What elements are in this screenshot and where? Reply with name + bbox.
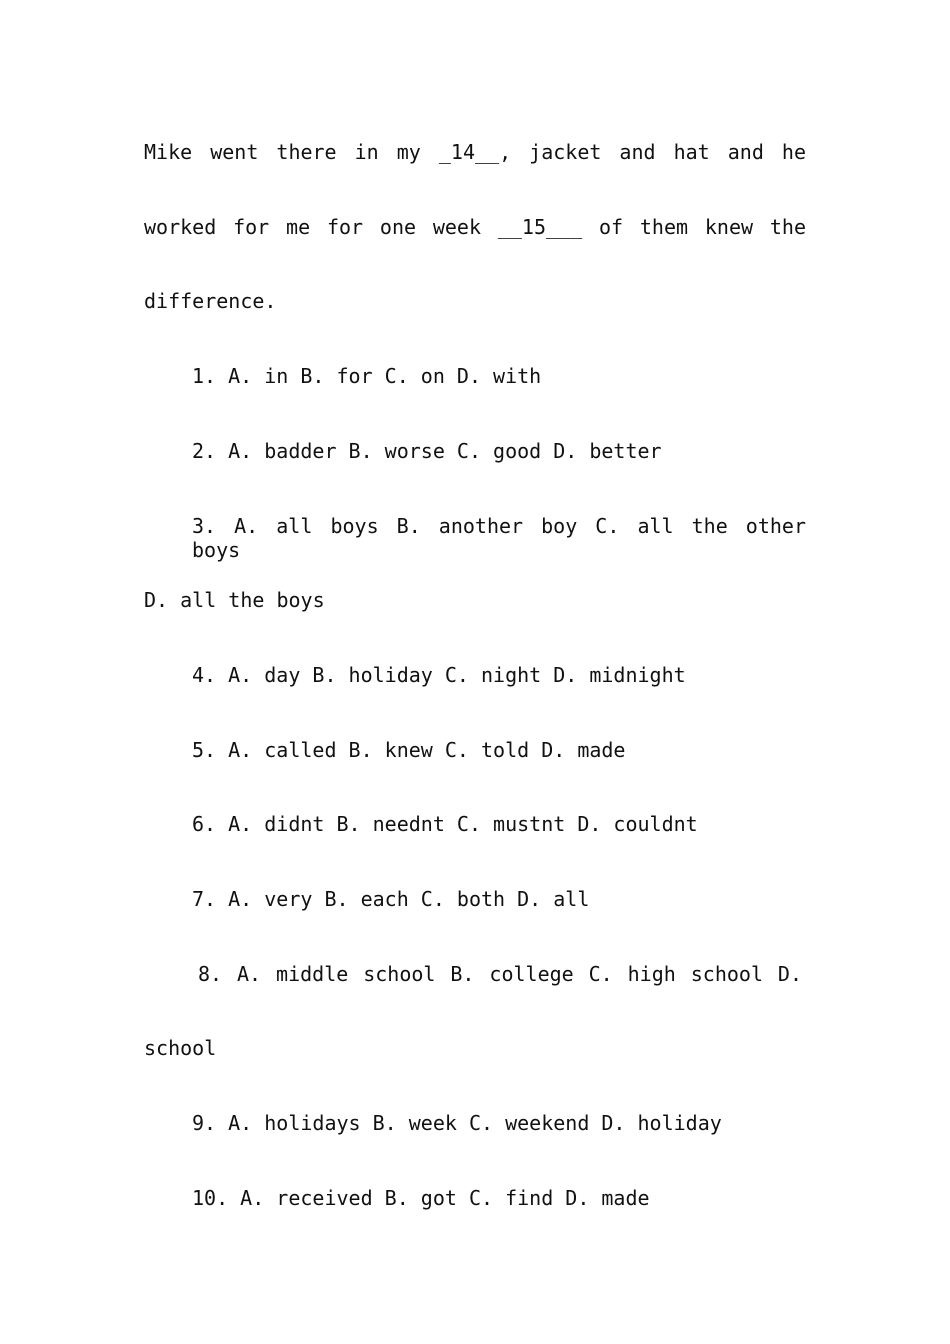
option-7: 7. A. very B. each C. both D. all	[192, 887, 590, 911]
option-4: 4. A. day B. holiday C. night D. midnight	[192, 663, 686, 687]
passage-line-1: Mike went there in my _14__, jacket and hat and he	[144, 140, 806, 164]
passage-line-3: difference.	[144, 289, 277, 313]
option-6: 6. A. didnt B. neednt C. mustnt D. couldnt	[192, 812, 698, 836]
option-2: 2. A. badder B. worse C. good D. better	[192, 439, 662, 463]
option-8: 8. A. middle school B. college C. high school D.	[198, 962, 802, 986]
option-3: 3. A. all boys B. another boy C. all the other boys	[192, 514, 806, 562]
passage-line-2: worked for me for one week __15___ of them knew the	[144, 215, 806, 239]
option-10: 10. A. received B. got C. find D. made	[192, 1186, 650, 1210]
option-3-continuation: D. all the boys	[144, 588, 325, 612]
option-1: 1. A. in B. for C. on D. with	[192, 364, 542, 388]
option-5: 5. A. called B. knew C. told D. made	[192, 738, 626, 762]
option-9: 9. A. holidays B. week C. weekend D. holiday	[192, 1111, 722, 1135]
option-8-continuation: school	[144, 1036, 217, 1060]
